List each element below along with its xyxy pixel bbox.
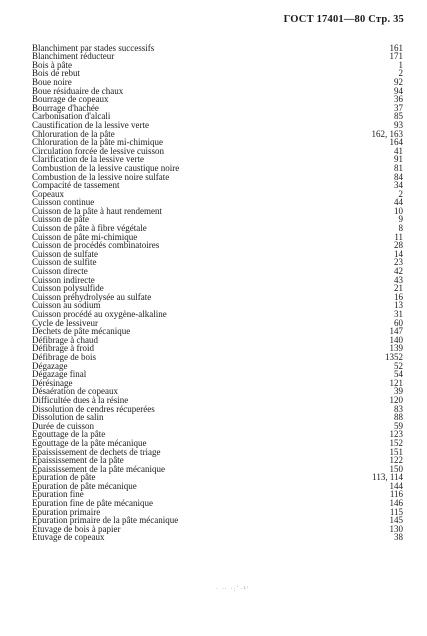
index-page-ref: 88 (394, 412, 403, 423)
index-page-ref: 1352 (385, 351, 403, 362)
index-page-ref: 85 (394, 111, 403, 122)
index-term: Cuisson préhydrolysée au sulfate (32, 291, 152, 302)
index-term: Cycle de lessiveur (32, 317, 98, 328)
index-term: Blanchiment par stades successifs (32, 42, 155, 53)
index-page-ref: 171 (389, 51, 403, 62)
index-term: Défibrage à froid (32, 343, 94, 354)
index-entry (32, 482, 403, 491)
index-page-ref: 145 (389, 515, 403, 526)
index-term: Epuration fine de pâte mécanique (32, 498, 153, 509)
index-entry (32, 353, 403, 362)
index-page-ref: 2 (398, 68, 403, 79)
index-page-ref: 37 (394, 102, 403, 113)
index-page-ref: 152 (389, 437, 403, 448)
index-page-ref: 39 (394, 386, 403, 397)
index-term: Copeaux (32, 188, 64, 199)
index-entry (32, 370, 403, 379)
index-term: Dechets de pâte mécanique (32, 326, 131, 337)
index-term: Caustification de la lessive verte (32, 119, 149, 130)
index-term: Egouttage de la pâte mécanique (32, 437, 147, 448)
index-term: Epaississement de la pâte (32, 455, 124, 466)
index-term: Egouttage de la pâte (32, 429, 106, 440)
index-page-ref: 92 (394, 76, 403, 87)
index-page-ref: 140 (389, 334, 403, 345)
index-page-ref: 93 (394, 119, 403, 130)
index-page-ref: 113, 114 (372, 472, 403, 483)
index-page-ref: 11 (394, 231, 403, 242)
index-term: Bourrage d'hachée (32, 102, 99, 113)
index-page-ref: 36 (394, 94, 403, 105)
index-term: Epuration primaire de la pâte mécanique (32, 515, 179, 526)
index-page-ref: 81 (394, 162, 403, 173)
index-page-ref: 13 (394, 300, 403, 311)
index-term: Cuisson de la pâte à haut rendement (32, 205, 162, 216)
index-page-ref: 8 (398, 223, 403, 234)
index-term: Difficultée dues à la résine (32, 394, 129, 405)
index-term: Dissolution de cendres récuperées (32, 403, 155, 414)
index-term: Carbonisation d'alcali (32, 111, 111, 122)
index-page-ref: 139 (389, 343, 403, 354)
index-term: Cuisson polysulfide (32, 283, 104, 294)
index-term: Cuisson de pâte (32, 214, 89, 225)
index-page-ref: 54 (394, 369, 403, 380)
index-term: Bois à pâte (32, 59, 72, 70)
index-page-ref: 120 (389, 394, 403, 405)
index-term: Défibrage de bois (32, 351, 96, 362)
index-term: Durée de cuisson (32, 420, 94, 431)
index-term: Combustion de la lessive caustique noire (32, 162, 180, 173)
index-term: Cuisson au sodium (32, 300, 101, 311)
index-term: Clarification de la lessive verte (32, 154, 144, 165)
index-page-ref: 164 (389, 137, 403, 148)
index-page-ref: 28 (394, 240, 403, 251)
index-term: Epuration de pâte (32, 472, 96, 483)
index-term: Désaération de copeaux (32, 386, 118, 397)
index-page-ref: 1 (398, 59, 403, 70)
index-entry (32, 533, 403, 542)
index-term: Epaississement de dechets de triage (32, 446, 161, 457)
index-entry (32, 181, 403, 190)
index-page-ref: 94 (394, 85, 403, 96)
index-page-ref: 130 (389, 523, 403, 534)
index-page-ref: 83 (394, 403, 403, 414)
index-term: Cuisson de pâte à fibre végétale (32, 223, 147, 234)
index-page-ref: 144 (389, 480, 403, 491)
index-page-ref: 161 (389, 42, 403, 53)
index-page-ref: 115 (389, 506, 403, 517)
index-page-ref: 34 (394, 180, 403, 191)
index-page-ref: 21 (394, 283, 403, 294)
scan-smudge: · ·· ·:`·¹ʼ (216, 586, 250, 593)
index-term: Défibrage à chaud (32, 334, 98, 345)
index-page-ref: 162, 163 (371, 128, 403, 139)
index-term: Dégazage (32, 360, 68, 371)
index-page-ref: 151 (389, 446, 403, 457)
index-page-ref: 147 (389, 326, 403, 337)
index-page-ref: 23 (394, 257, 403, 268)
index-page-ref: 52 (394, 360, 403, 371)
index-page-ref: 60 (394, 317, 403, 328)
index-page-ref: 16 (394, 291, 403, 302)
index-term: Chloruration de la pâte mi-chimique (32, 137, 163, 148)
index-term: Epuration primaire (32, 506, 101, 517)
index-term: Circulation forcée de lessive cuisson (32, 145, 164, 156)
index-page-ref: 150 (389, 463, 403, 474)
index-entry (32, 52, 403, 61)
index-term: Boue résiduaire de chaux (32, 85, 124, 96)
page-header (0, 12, 427, 28)
index-term: Bois de rebut (32, 68, 80, 79)
index-page-ref: 43 (394, 274, 403, 285)
index-term: Cuisson de pâte mi-chimique (32, 231, 138, 242)
index-term: Cuisson de procédés combinatoires (32, 240, 160, 251)
index-page-ref: 121 (389, 377, 403, 388)
index-term: Cuisson indirecte (32, 274, 95, 285)
index-term: Etuvage de bois à papier (32, 523, 121, 534)
index-entry (32, 61, 403, 70)
index-term: Boue noire (32, 76, 72, 87)
index-page-ref: 59 (394, 420, 403, 431)
index-term: Chloruration de la pâte (32, 128, 115, 139)
index-page-ref: 31 (394, 309, 403, 319)
index-term: Cuisson procédé au oxygène-alkaline (32, 309, 167, 319)
index-term: Compacité de tassement (32, 180, 120, 191)
index-term: Cuisson continue (32, 197, 95, 208)
index-page-ref: 41 (394, 145, 403, 156)
index-page-ref: 38 (394, 532, 403, 543)
index-term: Dégazage final (32, 369, 87, 380)
index-term: Dérésinage (32, 377, 73, 388)
index-term: Dissolution de salin (32, 412, 104, 423)
index-term: Epuration de pâte mécanique (32, 480, 137, 491)
index-page-ref: 10 (394, 205, 403, 216)
index-page-ref: 91 (394, 154, 403, 165)
index-term: Etuvage de copeaux (32, 532, 105, 543)
index-page-ref: 9 (398, 214, 403, 225)
index-term: Cuisson directe (32, 266, 88, 277)
index-term: Epuration fine (32, 489, 84, 500)
index-term: Blanchiment réducteur (32, 51, 115, 62)
index-list (32, 44, 403, 542)
index-page-ref: 146 (389, 498, 403, 509)
index-page-ref: 123 (389, 429, 403, 440)
index-page-ref: 2 (398, 188, 403, 199)
index-term: Cuisson de sulfate (32, 248, 98, 259)
index-term: Cuisson de sulfite (32, 257, 97, 268)
index-page-ref: 42 (394, 266, 403, 277)
index-page-ref: 122 (389, 455, 403, 466)
index-term: Bourrage de copeaux (32, 94, 109, 105)
index-entry (32, 69, 403, 78)
index-page-ref: 14 (394, 248, 403, 259)
index-page-ref: 84 (394, 171, 403, 182)
index-page-ref: 44 (394, 197, 403, 208)
page-header-text: ГОСТ 17401—80 Стр. 35 (283, 14, 404, 25)
index-term: Epaississement de la pâte mécanique (32, 463, 165, 474)
index-page-ref: 116 (389, 489, 403, 500)
index-entry (32, 362, 403, 371)
index-term: Combustion de la lessive noire sulfate (32, 171, 170, 182)
